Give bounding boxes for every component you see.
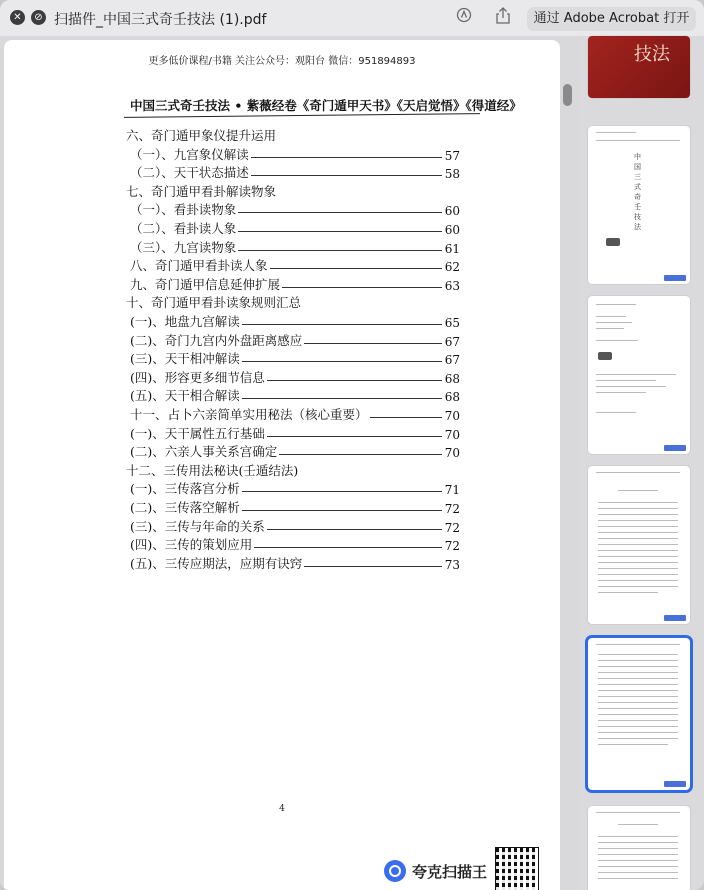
toc-entry bbox=[126, 182, 276, 200]
toc-entry bbox=[130, 200, 460, 218]
toc-leader-line bbox=[304, 343, 442, 344]
toc-leader-line bbox=[267, 436, 442, 437]
toc-leader-line bbox=[242, 324, 442, 325]
toc-leader-line bbox=[251, 157, 442, 158]
toc-leader-line bbox=[267, 380, 442, 381]
toc-entry-label: （三）、九宫读物象 bbox=[130, 239, 237, 255]
toc-entry bbox=[130, 386, 460, 404]
thumb-line bbox=[596, 132, 636, 133]
quark-logo-icon bbox=[384, 860, 406, 882]
toc-entry-label: (三)、三传与年命的关系 bbox=[130, 518, 265, 534]
toc-entry-page: 61 bbox=[444, 241, 460, 256]
toc-entry bbox=[130, 535, 460, 553]
toc-leader-line bbox=[238, 250, 442, 251]
watermark-badge-icon bbox=[664, 781, 686, 787]
toc-entry bbox=[130, 405, 460, 423]
publisher-logo-icon bbox=[606, 238, 620, 246]
toc-entry-page: 68 bbox=[444, 371, 460, 386]
toc-entry-page: 65 bbox=[444, 316, 460, 330]
toc-leader-line bbox=[282, 287, 442, 288]
toc-leader-line bbox=[242, 398, 442, 399]
toc-entry bbox=[130, 424, 460, 442]
toc-entry-page: 67 bbox=[444, 353, 460, 368]
watermark-badge-icon bbox=[664, 445, 686, 451]
toc-entry bbox=[130, 554, 460, 572]
toc-leader-line bbox=[242, 510, 442, 511]
toc-entry-label: 十一、占卜六亲简单实用秘法（核心重要） bbox=[130, 407, 368, 422]
book-title: 中国三式奇壬技法 • 紫薇经卷《奇门遁甲天书》《天启觉悟》《得道经》 bbox=[130, 98, 522, 113]
toc-entry-page: 57 bbox=[444, 148, 460, 163]
thumbnail-page-5-selected[interactable] bbox=[588, 638, 690, 790]
toc-entry bbox=[130, 312, 460, 330]
scanner-watermark bbox=[384, 856, 539, 886]
toc-entry bbox=[130, 368, 460, 386]
close-icon[interactable]: ✕ bbox=[10, 10, 25, 25]
toc-entry-label: (一)、三传落宫分析 bbox=[130, 481, 240, 497]
toc-entry-page: 60 bbox=[444, 204, 460, 219]
toc-entry-page: 72 bbox=[444, 520, 460, 535]
thumbnail-page-1[interactable] bbox=[588, 36, 690, 98]
toc-entry-label: (一)、地盘九宫解读 bbox=[130, 314, 240, 329]
toc-entry bbox=[130, 163, 460, 181]
publisher-logo-icon bbox=[598, 352, 612, 360]
window-title: 扫描件_中国三式奇壬技法 (1).pdf bbox=[54, 12, 267, 28]
toc-entry bbox=[130, 442, 460, 460]
toc-entry-label: (五)、天干相合解读 bbox=[130, 388, 240, 404]
toc-entry bbox=[130, 238, 460, 256]
toc-entry-page: 73 bbox=[444, 557, 460, 572]
toc-entry bbox=[126, 126, 276, 144]
watermark-badge-icon bbox=[664, 615, 686, 621]
toc-entry-page: 60 bbox=[444, 223, 460, 237]
document-scrollbar[interactable] bbox=[563, 84, 572, 106]
thumb-title-text: 中国三式奇壬技法 bbox=[634, 153, 641, 231]
toc-entry-page: 70 bbox=[444, 446, 460, 461]
toc-entry-page: 67 bbox=[444, 334, 460, 349]
toc-entry bbox=[126, 293, 301, 311]
toc-entry bbox=[130, 256, 460, 274]
toc-leader-line bbox=[254, 547, 442, 548]
toc-entry-label: (四)、形容更多细节信息 bbox=[130, 369, 265, 385]
toc-entry bbox=[130, 145, 460, 163]
page-number: 4 bbox=[279, 804, 285, 814]
toc-entry-label: (五)、三传应期法，应期有诀窍 bbox=[130, 555, 303, 571]
title-bar bbox=[0, 0, 704, 37]
toc-entry-page: 70 bbox=[444, 409, 460, 423]
watermark-text: 夸克扫描王 bbox=[412, 862, 488, 881]
toc-leader-line bbox=[238, 231, 442, 232]
toc-entry bbox=[130, 517, 460, 535]
thumbnail-sidebar[interactable] bbox=[578, 36, 704, 890]
toc-leader-line bbox=[304, 566, 442, 567]
toc-leader-line bbox=[242, 491, 442, 492]
watermark-badge-icon bbox=[664, 275, 686, 281]
toc-entry bbox=[130, 275, 460, 293]
toc-entry-label: 七、奇门遁甲看卦解读物象 bbox=[126, 183, 277, 199]
toc-leader-line bbox=[370, 417, 442, 418]
toc-entry-page: 71 bbox=[444, 483, 460, 498]
thumbnail-page-3[interactable] bbox=[588, 296, 690, 454]
qr-code-icon bbox=[495, 847, 539, 890]
toc-entry-page: 68 bbox=[444, 390, 460, 405]
toc-entry-label: (一)、天干属性五行基础 bbox=[130, 425, 265, 441]
cover-text: 技法 bbox=[634, 44, 670, 65]
toc-entry-label: （一）、看卦读物象 bbox=[130, 202, 237, 218]
toc-entry-label: (二)、奇门九宫内外盘距离感应 bbox=[130, 332, 303, 348]
toc-leader-line bbox=[242, 361, 442, 362]
toc-entry-page: 72 bbox=[444, 539, 460, 554]
toc-leader-line bbox=[251, 175, 442, 176]
toc-entry-page: 72 bbox=[444, 502, 460, 516]
document-area[interactable] bbox=[0, 36, 578, 890]
minimize-icon[interactable]: ⊘ bbox=[31, 10, 46, 25]
toc-entry bbox=[126, 461, 298, 479]
page-header-text: 更多低价课程/书籍 关注公众号：观阳台 微信：951894893 bbox=[148, 56, 416, 67]
toc-entry-label: 十、奇门遁甲看卦读象规则汇总 bbox=[126, 295, 302, 311]
toc-leader-line bbox=[238, 212, 442, 213]
toc-entry bbox=[130, 331, 460, 349]
thumbnail-page-2[interactable] bbox=[588, 126, 690, 284]
toc-entry-page: 62 bbox=[444, 260, 460, 275]
pdf-page bbox=[4, 40, 560, 890]
toc-entry-label: （一）、九宫象仪解读 bbox=[130, 146, 249, 162]
toc-entry bbox=[130, 349, 460, 367]
toc-leader-line bbox=[267, 529, 442, 530]
share-icon[interactable] bbox=[492, 7, 514, 29]
toc-entry-label: (二)、三传落空解析 bbox=[130, 500, 240, 515]
toc-entry-label: 十二、三传用法秘诀(壬遁结法) bbox=[126, 462, 299, 478]
toc-entry-page: 70 bbox=[444, 427, 460, 442]
thumbnail-page-4[interactable] bbox=[588, 466, 690, 624]
toc-entry-label: (二)、六亲人事关系宫确定 bbox=[130, 444, 278, 460]
markup-icon[interactable] bbox=[453, 7, 475, 29]
toc-entry-page: 58 bbox=[444, 167, 460, 182]
toc-entry bbox=[130, 479, 460, 497]
toc-entry-label: (三)、天干相冲解读 bbox=[130, 351, 240, 367]
toc-entry-label: (四)、三传的策划应用 bbox=[130, 537, 253, 553]
thumbnail-page-6[interactable] bbox=[588, 806, 690, 890]
toc-entry bbox=[130, 219, 460, 237]
toc-entry-label: （二）、天干状态描述 bbox=[130, 165, 249, 181]
toc-entry-label: （二）、看卦读人象 bbox=[130, 221, 237, 236]
open-in-acrobat-button[interactable]: 通过 Adobe Acrobat 打开 bbox=[527, 7, 696, 31]
toc-leader-line bbox=[270, 268, 442, 269]
toc-entry-page: 63 bbox=[444, 278, 460, 293]
thumb-line bbox=[596, 140, 680, 141]
toc-entry-label: 九、奇门遁甲信息延伸扩展 bbox=[130, 276, 281, 292]
toc-leader-line bbox=[279, 454, 442, 455]
toc-entry bbox=[130, 498, 460, 516]
toc-entry-label: 六、奇门遁甲象仪提升运用 bbox=[126, 128, 277, 143]
cover-image bbox=[588, 36, 690, 98]
toc-entry-label: 八、奇门遁甲看卦读人象 bbox=[130, 258, 268, 274]
